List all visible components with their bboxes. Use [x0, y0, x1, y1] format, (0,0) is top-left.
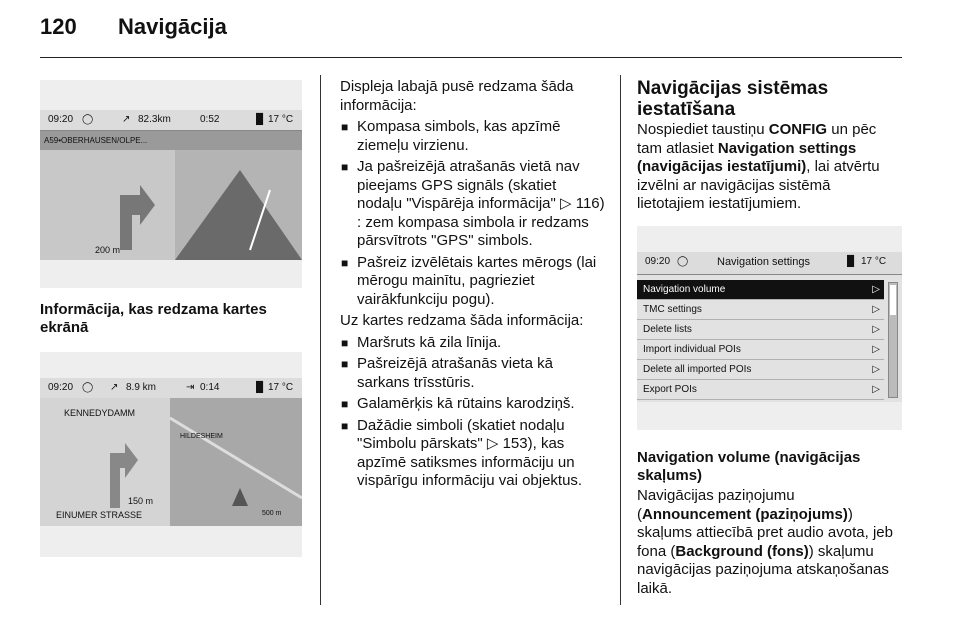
volume-paragraph: Navigācijas paziņojumu (Announcement (paziņojums)) skaļums attiecībā pret audio avota, jeb fona (Background (fons)) skaļumu navigācijas paziņojuma atskaņošanas laikā.	[637, 487, 893, 597]
chevron-right-icon: ▷	[872, 364, 880, 375]
compass-icon: ◯	[677, 256, 689, 267]
menu-item-tmc-settings[interactable]: TMC settings ▷	[637, 300, 884, 320]
list-item: ■ Dažādie simboli (skatiet nodaļu "Simbolu pārskats" ▷ 153), kas apzīmē satiksmes informāciju un vispārīgu informāciju vai objektus.	[340, 417, 605, 491]
list-1	[340, 118, 605, 309]
reference-arrow-icon: ▷	[560, 195, 572, 212]
list-item: ■ Ja pašreizējā atrašanās vietā nav pieejams GPS signāls (skatiet nodaļu "Vispārēja informācija" ▷ 116) : zem kompasa simbola ir redzams pārsvītrots "GPS" simbols.	[340, 158, 605, 251]
page-number: 120	[40, 14, 77, 39]
subsection-heading: Navigation volume (navigācijas skaļums)	[637, 449, 861, 484]
chevron-right-icon: ▷	[872, 284, 880, 295]
street-top: KENNEDYDAMM	[64, 408, 136, 418]
list-item: ■ Galamērķis kā rūtains karodziņš.	[340, 395, 605, 414]
config-paragraph: Nospiediet taustiņu CONFIG un pēc tam atlasiet Navigation settings (navigācijas iestatījumi), lai atvērtu izvēlni ar navigācijas sistēmā lietotajiem iestatījumiem.	[637, 121, 880, 212]
list-2	[340, 334, 605, 491]
turn-distance: 200 m	[95, 245, 121, 255]
menu-scrollbar[interactable]	[888, 282, 898, 398]
list-item: ■ Kompasa simbols, kas apzīmē ziemeļu virzienu.	[340, 118, 605, 155]
header-rule	[40, 57, 902, 58]
reference-arrow-icon: ▷	[486, 435, 499, 452]
list-item: ■ Pašreiz izvēlētais kartes mērogs (lai mērogu mainītu, pagrieziet vairākfunkciju pogu).	[340, 254, 605, 310]
settings-screen-image	[637, 226, 902, 430]
street-bottom: EINUMER STRASSE	[56, 510, 143, 520]
compass-icon: ◯	[82, 382, 94, 393]
chevron-right-icon: ▷	[872, 304, 880, 315]
scrollbar-thumb[interactable]	[890, 285, 896, 315]
chevron-right-icon: ▷	[872, 344, 880, 355]
menu-item-navigation-volume[interactable]: Navigation volume ▷	[637, 280, 884, 300]
right-column-lower	[637, 449, 905, 598]
page-title: Navigācija	[118, 14, 227, 39]
list-item: ■ Pašreizējā atrašanās vieta kā sarkans trīsstūris.	[340, 355, 605, 392]
column-divider-1	[320, 75, 321, 605]
menu-item-delete-lists[interactable]: Delete lists ▷	[637, 320, 884, 340]
status-bar-2: 09:20 ◯ ↗ 8.9 km ⇥ 0:14 █ 17 °C	[40, 378, 302, 399]
thermometer-icon: █	[256, 114, 264, 125]
status-bar: 09:20 ◯ ↗ 82.3km 0:52 █ 17 °C	[40, 110, 302, 131]
city-label: HILDESHEIM	[180, 433, 223, 440]
chevron-right-icon: ▷	[872, 384, 880, 395]
figure-caption: Informācija, kas redzama kartes ekrānā	[40, 301, 267, 336]
thermometer-icon: █	[256, 382, 264, 393]
intro-text-2: Uz kartes redzama šāda informācija:	[340, 312, 584, 329]
section-heading: Navigācijas sistēmas iestatīšana	[637, 78, 829, 120]
menu-item-import-pois[interactable]: Import individual POIs ▷	[637, 340, 884, 360]
scale-label: 500 m	[262, 510, 282, 517]
menu-item-delete-imported-pois[interactable]: Delete all imported POIs ▷	[637, 360, 884, 380]
column-divider-2	[620, 75, 621, 605]
route-icon: ↗	[110, 382, 119, 393]
chevron-right-icon: ▷	[872, 324, 880, 335]
map-screen-image-2	[40, 352, 302, 557]
menu-item-export-pois[interactable]: Export POIs ▷	[637, 380, 884, 400]
compass-icon: ◯	[82, 114, 94, 125]
map-screen-image-1	[40, 80, 302, 288]
settings-status-bar: 09:20 ◯ Navigation settings █ 17 °C	[637, 252, 902, 275]
list-item: ■ Maršruts kā zila līnija.	[340, 334, 605, 353]
route-label: A59•OBERHAUSEN/OLPE...	[44, 136, 148, 145]
right-column	[637, 78, 902, 214]
destination-icon: ⇥	[186, 382, 195, 393]
middle-column	[340, 78, 605, 494]
lane-view	[40, 150, 302, 260]
thermometer-icon: █	[847, 256, 855, 267]
route-icon: ↗	[122, 114, 131, 125]
turn-distance-2: 150 m	[128, 496, 154, 506]
intro-text: Displeja labajā pusē redzama šāda informācija:	[340, 78, 574, 114]
